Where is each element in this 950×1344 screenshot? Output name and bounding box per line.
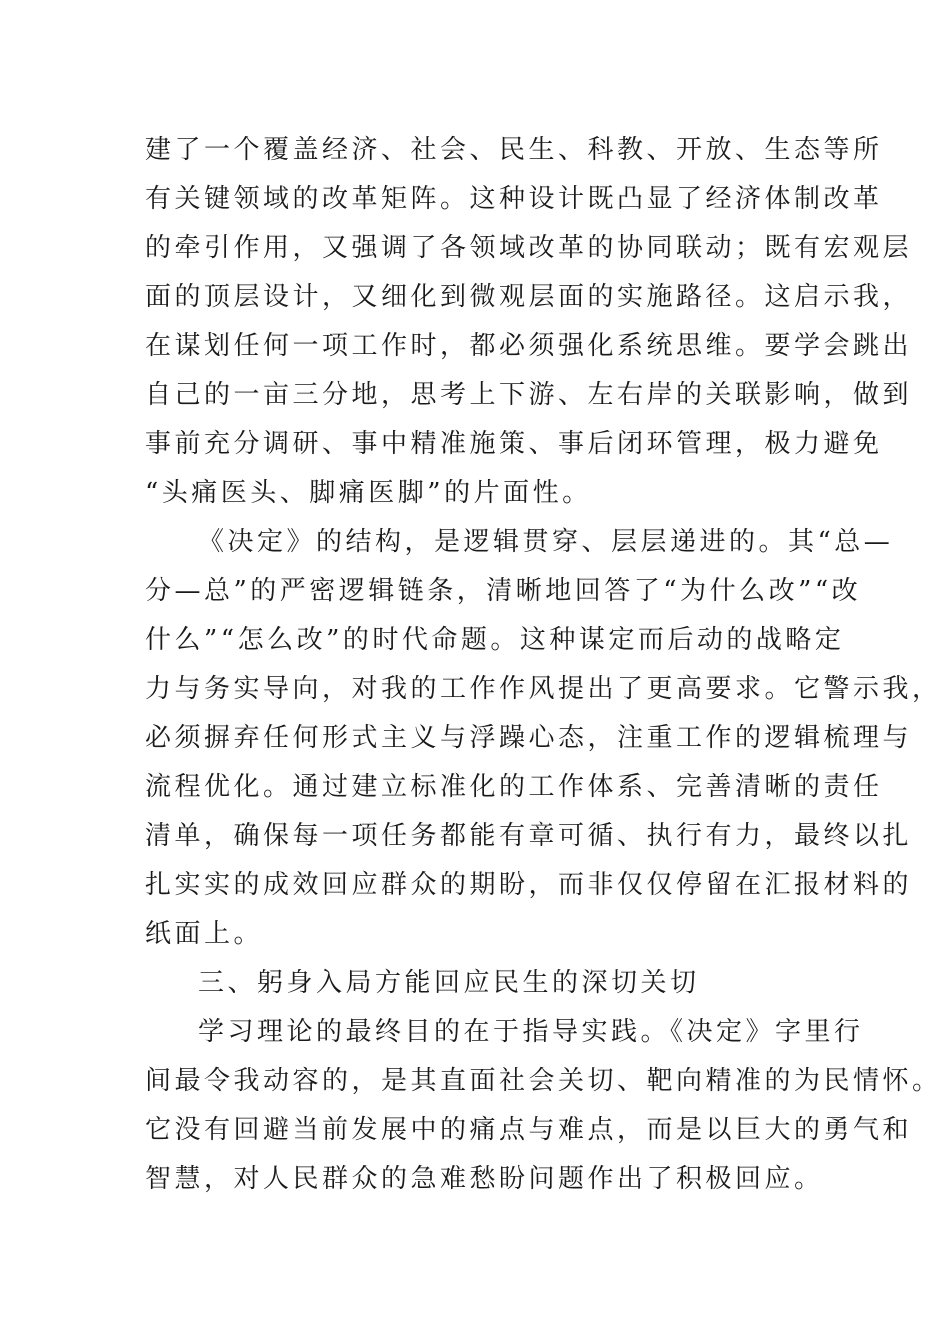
section-heading	[145, 959, 810, 1008]
text-line: 分—总”的严密逻辑链条，清晰地回答了“为什么改”“改	[145, 576, 862, 606]
text-line: 间最令我动容的，是其直面社会关切、靶向精准的为民情怀。	[145, 1066, 942, 1096]
text-line: 有关键领域的改革矩阵。这种设计既凸显了经济体制改革	[145, 184, 883, 214]
text-line: 清单，确保每一项任务都能有章可循、执行有力，最终以扎	[145, 821, 913, 851]
text-line: 面的顶层设计，又细化到微观层面的实施路径。这启示我，	[145, 282, 913, 312]
text-line: 在谋划任何一项工作时，都必须强化系统思维。要学会跳出	[145, 331, 913, 361]
section-heading-text: 三、躬身入局方能回应民生的深切关切	[198, 968, 700, 998]
text-line: 智慧，对人民群众的急难愁盼问题作出了积极回应。	[145, 1164, 824, 1194]
text-line: 什么”“怎么改”的时代命题。这种谋定而后动的战略定	[145, 625, 845, 655]
text-line: 它没有回避当前发展中的痛点与难点，而是以巨大的勇气和	[145, 1115, 913, 1145]
text-line: “头痛医头、脚痛医脚”的片面性。	[145, 478, 592, 508]
document-body	[145, 126, 942, 1204]
text-line: 学习理论的最终目的在于指导实践。《决定》字里行	[198, 1017, 864, 1047]
text-line: 力与务实导向，对我的工作作风提出了更高要求。它警示我，	[145, 674, 942, 704]
text-line: 纸面上。	[145, 919, 264, 949]
text-line: 《决定》的结构，是逻辑贯穿、层层递进的。其“总—	[198, 527, 894, 557]
text-line: 事前充分调研、事中精准施策、事后闭环管理，极力避免	[145, 429, 883, 459]
text-line: 的牵引作用，又强调了各领域改革的协同联动；既有宏观层	[145, 233, 913, 263]
text-line: 建了一个覆盖经济、社会、民生、科教、开放、生态等所	[145, 135, 883, 165]
paragraph	[145, 126, 913, 518]
paragraph	[145, 1008, 942, 1204]
text-line: 必须摒弃任何形式主义与浮躁心态，注重工作的逻辑梳理与	[145, 723, 913, 753]
text-line: 流程优化。通过建立标准化的工作体系、完善清晰的责任	[145, 772, 883, 802]
paragraph	[145, 518, 942, 959]
text-line: 自己的一亩三分地，思考上下游、左右岸的关联影响，做到	[145, 380, 913, 410]
text-line: 扎实实的成效回应群众的期盼，而非仅仅停留在汇报材料的	[145, 870, 913, 900]
